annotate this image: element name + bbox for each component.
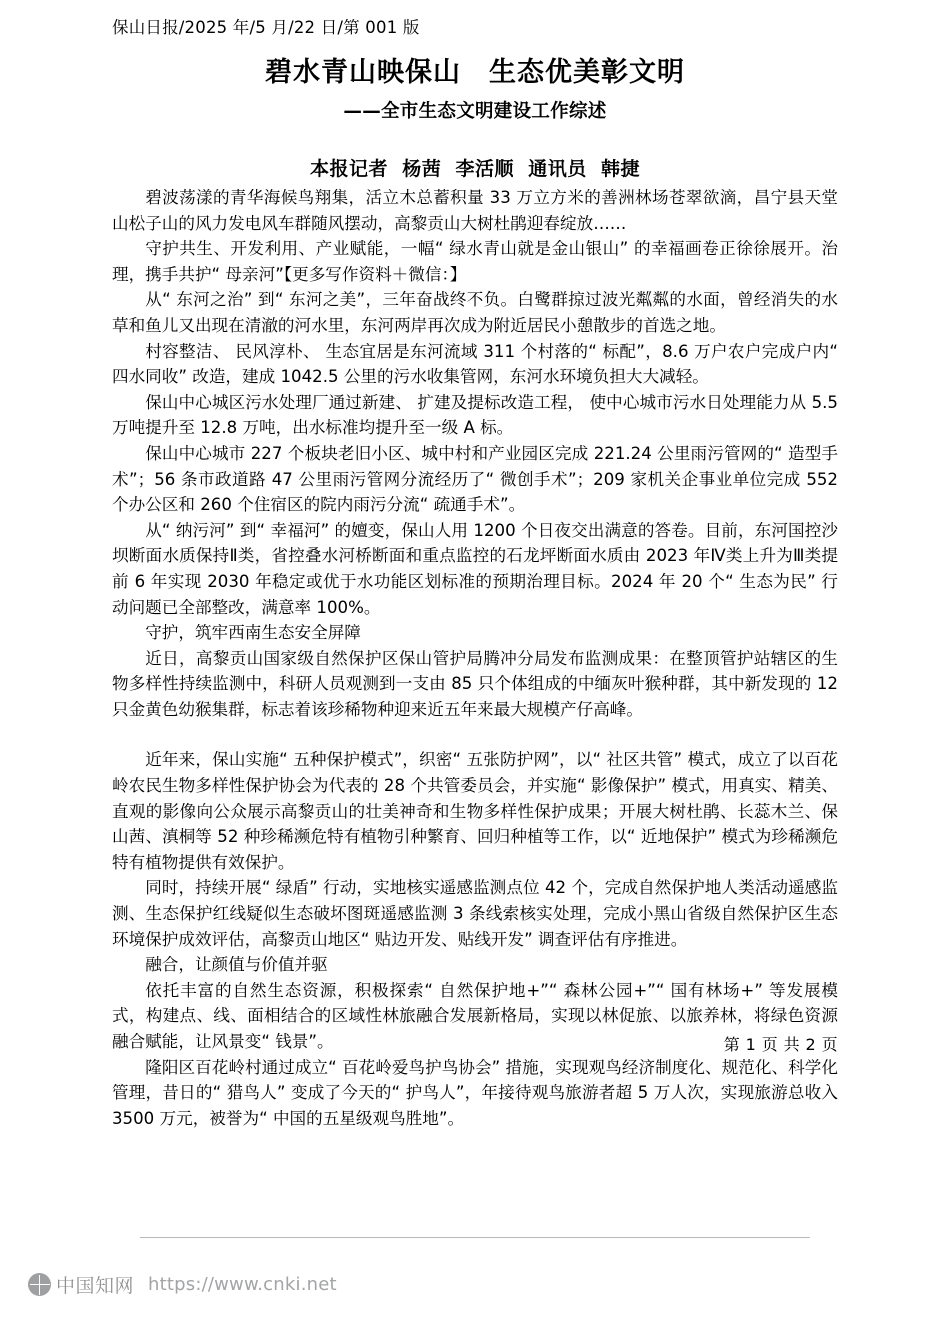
body-paragraph: 守护共生、开发利用、产业赋能，一幅“ 绿水青山就是金山银山” 的幸福画卷正徐徐展开。治理，携手共护“ 母亲河”【更多写作资料＋微信：】 — [112, 239, 838, 284]
body-paragraph: 近日，高黎贡山国家级自然保护区保山管护局腾冲分局发布监测成果：在整顶管护站辖区的生物多样性持续监测中，科研人员观测到一支由 85 只个体组成的中缅灰叶猴种群，其中新发现的 12 只金黄色幼猴集群，标志着该珍稀物种迎来近五年来最大规模产仔高峰。 — [112, 648, 838, 719]
body-paragraph: 依托丰富的自然生态资源，积极探索“ 自然保护地+”“ 森林公园+”“ 国有林场+” 等发展模式，构建点、线、面相结合的区域性林旅融合发展新格局，实现以林促旅、以旅养林，将绿色资源融合赋能，让风景变“ 钱景”。 — [112, 980, 838, 1051]
cnki-name: 中国知网 — [56, 1275, 135, 1297]
section-heading-protection: 守护，筑牢西南生态安全屏障 — [145, 623, 361, 643]
article-byline: 本报记者 杨茜 李活顺 通讯员 韩捷 — [310, 157, 640, 180]
body-paragraph: 碧波荡漾的青华海候鸟翔集，活立木总蓄积量 33 万立方米的善洲林场苍翠欲滴，昌宁县天堂山松子山的风力发电风车群随风摆动，高黎贡山大树杜鹃迎春绽放…… — [112, 188, 838, 233]
cnki-logo — [28, 1271, 134, 1298]
article-title-block — [0, 56, 950, 181]
section-heading-integration: 融合，让颜值与价值并驱 — [145, 955, 328, 975]
article-body — [112, 185, 838, 1131]
footer-divider — [140, 1237, 810, 1238]
page-title: 碧水青山映保山 生态优美彰文明 — [265, 57, 685, 88]
body-paragraph: 近年来，保山实施“ 五种保护模式”，织密“ 五张防护网”，以“ 社区共管” 模式，成立了以百花岭农民生物多样性保护协会为代表的 28 个共管委员会，并实施“ 影像保护” 模式，用真实、精美、直观的影像向公众展示高黎贡山的壮美神奇和生物多样性保护成果；开展大树杜鹃、长蕊木兰、保山茜、滇桐等 52 种珍稀濒危特有植物引种繁育、回归种植等工作，以“ 近地保护” 模式为珍稀濒危特有植物提供有效保护。 — [112, 750, 838, 872]
body-paragraph: 同时，持续开展“ 绿盾” 行动，实地核实遥感监测点位 42 个，完成自然保护地人类活动遥感监测、生态保护红线疑似生态破坏图斑遥感监测 3 条线索核实处理，完成小黑山省级自然保护区生态环境保护成效评估，高黎贡山地区“ 贴边开发、贴线开发” 调查评估有序推进。 — [112, 878, 838, 949]
body-paragraph: 从“ 纳污河” 到“ 幸福河” 的嬗变，保山人用 1200 个日夜交出满意的答卷。目前，东河国控沙坝断面水质保持Ⅱ类，省控叠水河桥断面和重点监控的石龙坪断面水质由 2023 年Ⅳ类上升为Ⅲ类提前 6 年实现 2030 年稳定或优于水功能区划标准的预期治理目标。2024 年 20 个“ 生态为民” 行动问题已全部整改，满意率 100%。 — [112, 520, 838, 617]
page-number: 第 1 页 共 2 页 — [723, 1035, 838, 1054]
body-paragraph: 保山中心城市 227 个板块老旧小区、城中村和产业园区完成 221.24 公里雨污管网的“ 造型手术”；56 条市政道路 47 公里雨污管网分流经历了“ 微创手术”；209 家机关企事业单位完成 552 个办公区和 260 个住宿区的院内雨污分流“ 疏通手术”。 — [112, 443, 838, 515]
body-paragraph: 从“ 东河之治” 到“ 东河之美”，三年奋战终不负。白鹭群掠过波光粼粼的水面，曾经消失的水草和鱼儿又出现在清澈的河水里，东河两岸再次成为附近居民小憩散步的首选之地。 — [112, 290, 838, 335]
cnki-globe-icon — [28, 1273, 51, 1296]
article-subtitle: ——全市生态文明建设工作综述 — [343, 100, 607, 122]
body-paragraph: 村容整洁、 民风淳朴、 生态宜居是东河流域 311 个村落的“ 标配”，8.6 万户农户完成户内“ 四水同收” 改造，建成 1042.5 公里的污水收集管网，东河水环境负担大大减轻。 — [112, 341, 838, 387]
cnki-watermark — [28, 1271, 337, 1298]
body-paragraph: 保山中心城区污水处理厂通过新建、 扩建及提标改造工程， 使中心城市污水日处理能力从 5.5 万吨提升至 12.8 万吨，出水标准均提升至一级 A 标。 — [112, 392, 838, 438]
cnki-url: https://www.cnki.net — [148, 1274, 337, 1295]
running-head: 保山日报/2025 年/5 月/22 日/第 001 版 — [112, 18, 420, 37]
body-paragraph: 隆阳区百花岭村通过成立“ 百花岭爱鸟护鸟协会” 措施，实现观鸟经济制度化、规范化、科学化管理，昔日的“ 猎鸟人” 变成了今天的“ 护鸟人”，年接待观鸟旅游者超 5 万人次，实现旅游总收入 3500 万元，被誉为“ 中国的五星级观鸟胜地”。 — [112, 1057, 838, 1128]
